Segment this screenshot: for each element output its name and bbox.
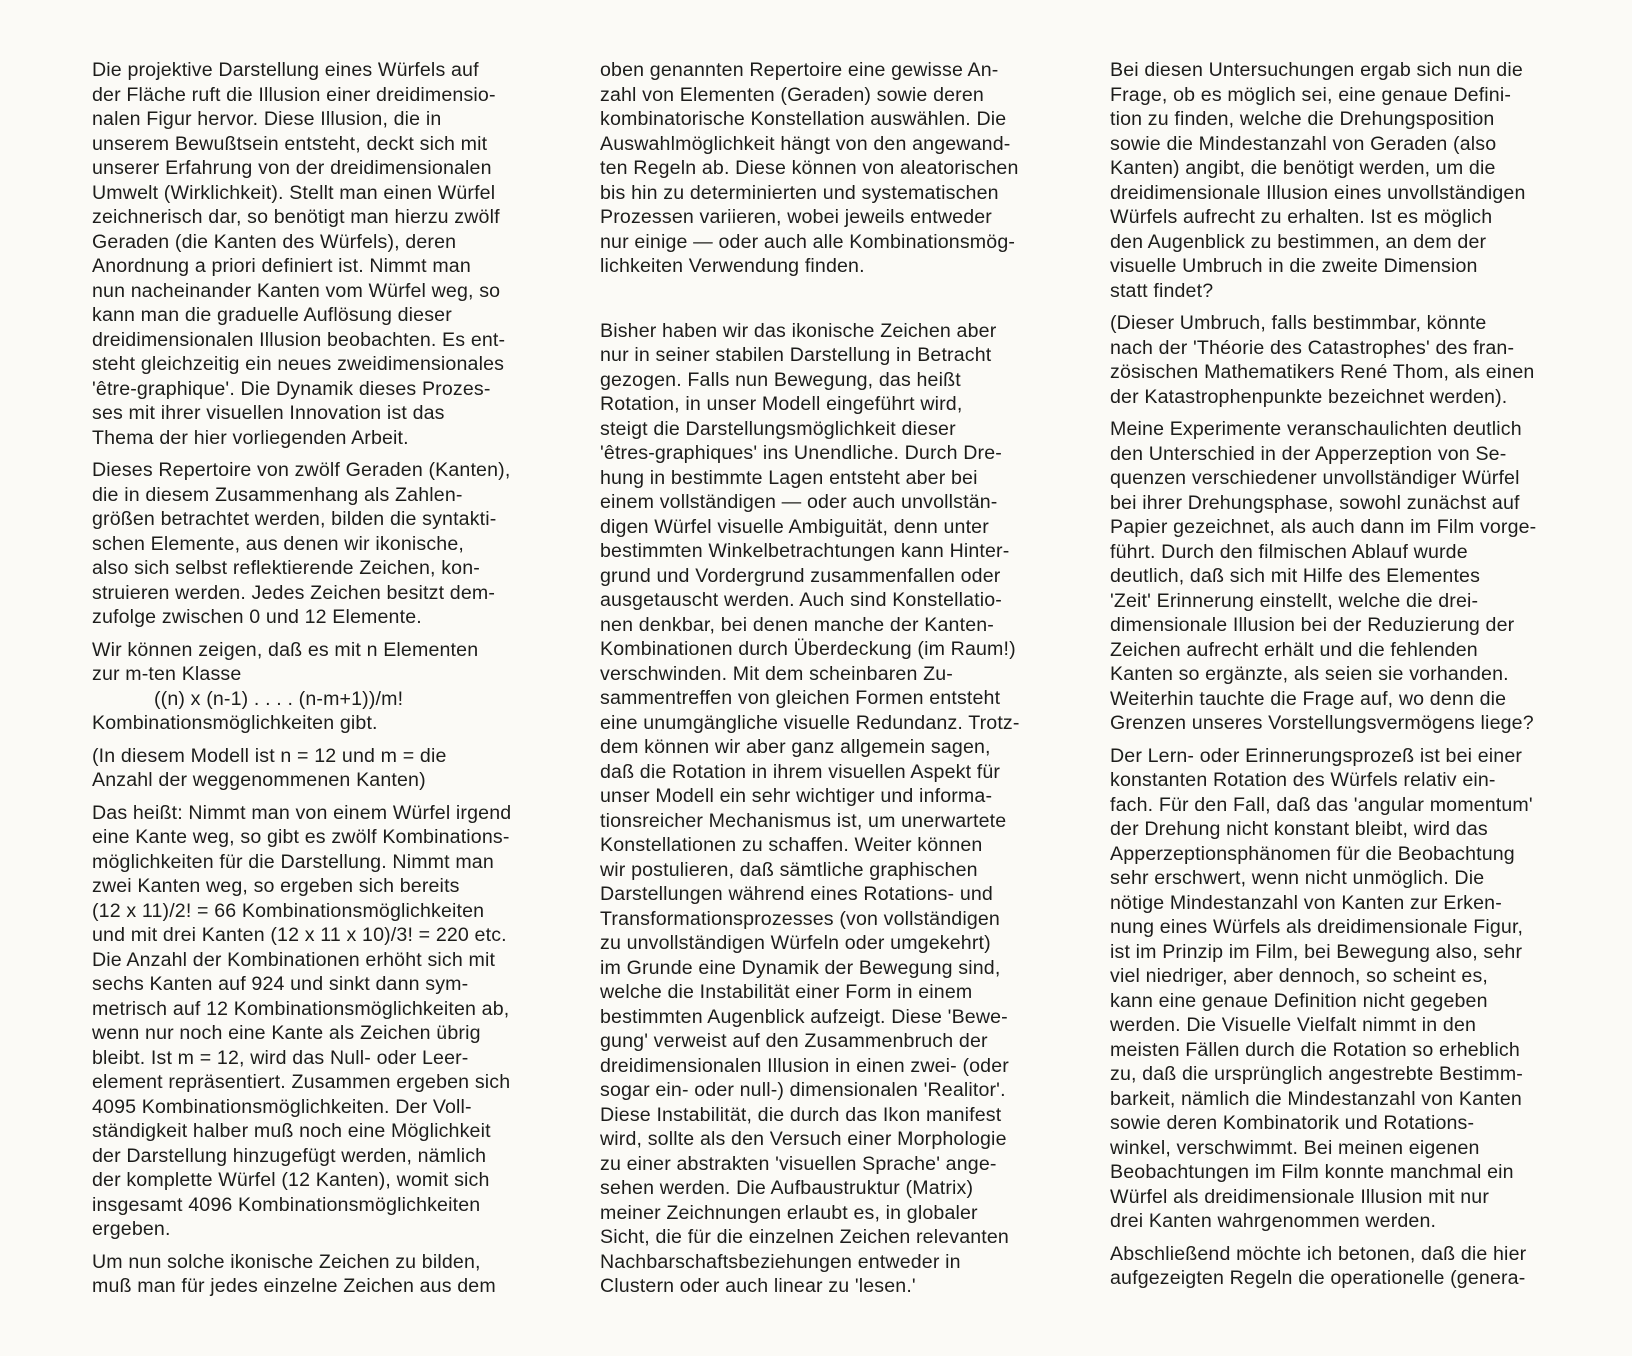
text-line: meisten Fällen durch die Rotation so erheblich <box>1110 1038 1520 1061</box>
paragraph <box>600 319 1020 1299</box>
text-line: den Unterschied in der Apperzeption von Se- <box>1110 442 1507 465</box>
text-line: Bisher haben wir das ikonische Zeichen aber <box>600 319 997 342</box>
text-line: oben genannten Repertoire eine gewisse An- <box>600 59 999 81</box>
text-line: quenzen verschiedener unvollständiger Würfel <box>1110 467 1520 489</box>
text-line: nach der 'Théorie des Catastrophes' des fran- <box>1110 336 1515 359</box>
paragraph <box>92 744 511 793</box>
text-line: nun nacheinander Kanten vom Würfel weg, so <box>92 279 501 302</box>
text-line: (In diesem Modell ist n = 12 und m = die <box>92 744 447 767</box>
text-column-1 <box>92 58 511 1299</box>
text-line: dem können wir aber ganz allgemein sagen, <box>600 736 991 758</box>
paragraph <box>92 801 511 1242</box>
paragraph <box>600 58 1020 279</box>
text-line: also sich selbst reflektierende Zeichen, kon- <box>92 557 480 579</box>
text-line: bis hin zu determinierten und systematischen <box>600 181 999 204</box>
text-line: dreidimensionale Illusion eines unvollständigen <box>1110 181 1526 204</box>
paragraph <box>1110 1242 1536 1291</box>
text-line: Das heißt: Nimmt man von einem Würfel irgend <box>92 801 512 824</box>
text-line: element repräsentiert. Zusammen ergeben sich <box>92 1071 511 1093</box>
text-line: und mit drei Kanten (12 x 11 x 10)/3! = 220 etc. <box>92 924 507 946</box>
text-line: Konstellationen zu schaffen. Weiter können <box>600 834 983 856</box>
text-line: Der Lern- oder Erinnerungsprozeß ist bei einer <box>1110 744 1523 767</box>
text-line: aufgezeigten Regeln die operationelle (genera- <box>1110 1267 1526 1289</box>
text-line: Bei diesen Untersuchungen ergab sich nun die <box>1110 59 1523 81</box>
text-line: der Fläche ruft die Illusion einer dreidimensio- <box>92 83 496 106</box>
text-line: winkel, verschwimmt. Bei meinen eigenen <box>1110 1136 1480 1159</box>
text-line: ausgetauscht werden. Auch sind Konstellatio- <box>600 589 1002 611</box>
text-line: dreidimensionalen Illusion beobachten. Es ent- <box>92 328 506 351</box>
text-line: Frage, ob es möglich sei, eine genaue Defini- <box>1110 83 1512 106</box>
text-line: metrisch auf 12 Kombinationsmöglichkeiten ab, <box>92 997 510 1020</box>
text-line: wenn nur noch eine Kante als Zeichen übrig <box>92 1022 481 1044</box>
text-line: sowie die Mindestanzahl von Geraden (also <box>1110 132 1497 155</box>
text-line: zur m-ten Klasse <box>92 663 242 685</box>
text-line: Die projektive Darstellung eines Würfels auf <box>92 59 479 81</box>
text-line: nötige Mindestanzahl von Kanten zur Erken- <box>1110 891 1502 914</box>
text-line: Meine Experimente veranschaulichten deutlich <box>1110 418 1522 440</box>
text-line: Zeichen aufrecht erhält und die fehlenden <box>1110 638 1478 661</box>
text-line: gezogen. Falls nun Bewegung, das heißt <box>600 368 961 391</box>
paragraph <box>92 1250 511 1299</box>
text-line: einem vollständigen — oder auch unvollstän- <box>600 491 998 513</box>
text-line: werden. Die Visuelle Vielfalt nimmt in den <box>1110 1014 1477 1036</box>
text-line: grund und Vordergrund zusammenfallen oder <box>600 564 1001 587</box>
text-line: Transformationsprozesses (von vollständigen <box>600 907 1000 930</box>
text-line: Sicht, die für die einzelnen Zeichen relevanten <box>600 1226 1009 1248</box>
text-line: sowie deren Kombinatorik und Rotations- <box>1110 1112 1475 1134</box>
text-line: konstanten Rotation des Würfels relativ ein- <box>1110 769 1496 791</box>
text-line: Diese Instabilität, die durch das Ikon manifest <box>600 1103 1002 1126</box>
text-line: 'Zeit' Erinnerung einstellt, welche die drei- <box>1110 589 1479 612</box>
text-line: eine unumgängliche visuelle Redundanz. Trotz- <box>600 711 1020 734</box>
text-line: zösischen Mathematikers René Thom, als einen <box>1110 361 1535 383</box>
text-line: Grenzen unseres Vorstellungsvermögens liege? <box>1110 712 1534 734</box>
text-line: Kanten) angibt, die benötigt werden, um die <box>1110 157 1496 179</box>
text-line: viel niedriger, aber dennoch, so scheint es, <box>1110 965 1489 987</box>
text-line: Dieses Repertoire von zwölf Geraden (Kanten), <box>92 459 511 481</box>
text-line: zahl von Elementen (Geraden) sowie deren <box>600 83 984 106</box>
text-column-3 <box>1110 58 1536 1291</box>
text-line: die in diesem Zusammenhang als Zahlen- <box>92 483 463 506</box>
text-line: zu einer abstrakten 'visuellen Sprache' ange- <box>600 1152 997 1175</box>
text-line: (12 x 11)/2! = 66 Kombinationsmöglichkeiten <box>92 899 485 922</box>
text-line: kann man die graduelle Auflösung dieser <box>92 304 452 326</box>
text-line: Um nun solche ikonische Zeichen zu bilden, <box>92 1250 481 1273</box>
text-line: kombinatorische Konstellation auswählen. Die <box>600 108 1007 130</box>
text-line: kann eine genaue Definition nicht gegeben <box>1110 989 1488 1012</box>
text-line: tion zu finden, welche die Drehungsposition <box>1110 108 1495 130</box>
text-line: tionsreicher Mechanismus ist, um unerwartete <box>600 809 1007 832</box>
text-line: barkeit, nämlich die Mindestanzahl von Kanten <box>1110 1087 1522 1110</box>
text-line: schen Elemente, aus denen wir ikonische, <box>92 532 464 555</box>
text-line: unser Modell ein sehr wichtiger und informa- <box>600 785 993 807</box>
paragraph <box>92 458 511 630</box>
text-line: der komplette Würfel (12 Kanten), womit sich <box>92 1169 490 1191</box>
paragraph <box>92 58 511 450</box>
text-line: ((n) x (n-1) . . . . (n-m+1))/m! <box>154 687 404 710</box>
paragraph <box>1110 417 1536 736</box>
text-line: fach. Für den Fall, daß das 'angular momentum' <box>1110 793 1533 816</box>
text-line: ständigkeit halber muß noch eine Möglichkeit <box>92 1120 491 1142</box>
text-line: Wir können zeigen, daß es mit n Elementen <box>92 638 479 661</box>
text-line: muß man für jedes einzelne Zeichen aus dem <box>92 1275 496 1297</box>
text-line: welche die Instabilität einer Form in einem <box>600 981 973 1003</box>
text-line: dimensionale Illusion bei der Reduzierung der <box>1110 614 1515 636</box>
text-line: Abschließend möchte ich betonen, daß die hier <box>1110 1242 1527 1265</box>
text-line: daß die Rotation in ihrem visuellen Aspekt für <box>600 760 1001 783</box>
text-line: Die Anzahl der Kombinationen erhöht sich mit <box>92 948 496 971</box>
text-line: wir postulieren, daß sämtliche graphischen <box>600 858 978 881</box>
text-line: drei Kanten wahrgenommen werden. <box>1110 1210 1437 1232</box>
text-line: Auswahlmöglichkeit hängt von den angewand- <box>600 132 1011 155</box>
text-line: visuelle Umbruch in die zweite Dimension <box>1110 255 1478 277</box>
text-line: ses mit ihrer visuellen Innovation ist das <box>92 402 445 424</box>
text-line: (Dieser Umbruch, falls bestimmbar, könnte <box>1110 312 1487 334</box>
text-line: digen Würfel visuelle Ambiguität, denn unter <box>600 515 989 538</box>
text-line: bestimmten Augenblick aufzeigt. Diese 'Bewe- <box>600 1005 1008 1028</box>
text-line: ten Regeln ab. Diese können von aleatorischen <box>600 157 1019 179</box>
text-line: 'être-graphique'. Die Dynamik dieses Prozes- <box>92 377 491 400</box>
text-line: Anzahl der weggenommenen Kanten) <box>92 769 426 791</box>
text-line: sammentreffen von gleichen Formen entsteht <box>600 687 1001 709</box>
text-line: nur in seiner stabilen Darstellung in Betracht <box>600 344 992 366</box>
text-line: Würfel als dreidimensionale Illusion mit nur <box>1110 1185 1490 1208</box>
text-line: statt findet? <box>1110 279 1214 302</box>
text-line: nen denkbar, bei denen manche der Kanten- <box>600 613 994 636</box>
text-line: wird, sollte als den Versuch einer Morphologie <box>600 1128 1007 1150</box>
text-line: Geraden (die Kanten des Würfels), deren <box>92 230 457 253</box>
text-line: nung eines Würfels als dreidimensionale Figur, <box>1110 916 1524 938</box>
text-line: zu, daß die ursprünglich angestrebte Bestimm- <box>1110 1063 1523 1085</box>
text-line: nalen Figur hervor. Diese Illusion, die in <box>92 108 442 130</box>
text-line: Apperzeptionsphänomen für die Beobachtung <box>1110 842 1515 865</box>
text-line: hung in bestimmte Lagen entsteht aber bei <box>600 466 978 489</box>
text-line: sehen werden. Die Aufbaustruktur (Matrix) <box>600 1177 974 1199</box>
text-line: Thema der hier vorliegenden Arbeit. <box>92 426 409 449</box>
text-line: größen betrachtet werden, bilden die syntakti- <box>92 508 497 530</box>
text-line: bestimmten Winkelbetrachtungen kann Hinter- <box>600 540 1010 562</box>
text-line: ergeben. <box>92 1218 171 1240</box>
text-line: deutlich, daß sich mit Hilfe des Elementes <box>1110 565 1481 587</box>
text-line: Kanten so ergänzte, als seien sie vorhanden. <box>1110 663 1509 685</box>
text-line: steigt die Darstellungsmöglichkeit dieser <box>600 417 956 440</box>
text-line: Weiterhin tauchte die Frage auf, wo denn die <box>1110 687 1507 710</box>
text-line: insgesamt 4096 Kombinationsmöglichkeiten <box>92 1193 481 1216</box>
paragraph <box>92 638 511 736</box>
text-line: sechs Kanten auf 924 und sinkt dann sym- <box>92 973 469 995</box>
text-line: Würfels aufrecht zu erhalten. Ist es möglich <box>1110 206 1493 228</box>
text-line: Umwelt (Wirklichkeit). Stellt man einen Würfel <box>92 181 496 204</box>
text-line: den Augenblick zu bestimmen, an dem der <box>1110 230 1487 253</box>
text-line: verschwinden. Mit dem scheinbaren Zu- <box>600 662 953 685</box>
text-line: zeichnerisch dar, so benötigt man hierzu zwölf <box>92 206 500 228</box>
text-column-2 <box>600 58 1020 1299</box>
text-line: möglichkeiten für die Darstellung. Nimmt man <box>92 850 494 873</box>
text-line: sehr erschwert, wenn nicht unmöglich. Die <box>1110 867 1485 889</box>
text-line: struieren werden. Jedes Zeichen besitzt dem- <box>92 581 496 604</box>
text-line: unserer Erfahrung von der dreidimensionalen <box>92 157 492 179</box>
text-line: eine Kante weg, so gibt es zwölf Kombinations- <box>92 826 510 848</box>
text-line: zu unvollständigen Würfeln oder umgekehrt) <box>600 932 991 954</box>
paragraph <box>1110 311 1536 409</box>
text-line: der Katastrophenpunkte bezeichnet werden). <box>1110 385 1508 408</box>
text-line: Nachbarschaftsbeziehungen entweder in <box>600 1250 961 1273</box>
text-line: gung' verweist auf den Zusammenbruch der <box>600 1030 988 1052</box>
text-line: lichkeiten Verwendung finden. <box>600 255 865 277</box>
text-line: nur einige — oder auch alle Kombinationsmög- <box>600 230 1016 253</box>
text-line: bleibt. Ist m = 12, wird das Null- oder Leer- <box>92 1046 469 1069</box>
text-line: meiner Zeichnungen erlaubt es, in globaler <box>600 1201 978 1224</box>
text-line: Kombinationsmöglichkeiten gibt. <box>92 712 378 734</box>
text-line: zwei Kanten weg, so ergeben sich bereits <box>92 875 460 897</box>
text-line: zufolge zwischen 0 und 12 Elemente. <box>92 606 422 628</box>
text-line: dreidimensionalen Illusion in einen zwei- (oder <box>600 1054 1009 1077</box>
text-line: 4095 Kombinationsmöglichkeiten. Der Voll- <box>92 1095 472 1118</box>
paragraph <box>1110 744 1536 1234</box>
paragraph <box>1110 58 1536 303</box>
text-line: sogar ein- oder null-) dimensionalen 'Realitor'. <box>600 1079 1006 1101</box>
text-line: Kombinationen durch Überdeckung (im Raum!) <box>600 638 1016 660</box>
text-line: 'êtres-graphiques' ins Unendliche. Durch Dre- <box>600 442 1002 464</box>
text-line: bei ihrer Drehungsphase, sowohl zunächst auf <box>1110 491 1520 514</box>
text-line: steht gleichzeitig ein neues zweidimensionales <box>92 353 505 375</box>
text-line: Rotation, in unser Modell eingeführt wird, <box>600 393 963 415</box>
text-line: Prozessen variieren, wobei jeweils entweder <box>600 206 992 228</box>
text-line: der Darstellung hinzugefügt werden, nämlich <box>92 1144 487 1167</box>
text-line: im Grunde eine Dynamik der Bewegung sind, <box>600 956 1001 979</box>
text-line: Anordnung a priori definiert ist. Nimmt man <box>92 255 471 277</box>
text-line: ist im Prinzip im Film, bei Bewegung also, sehr <box>1110 940 1523 963</box>
text-line: Beobachtungen im Film konnte manchmal ein <box>1110 1161 1514 1183</box>
text-line: der Drehung nicht konstant bleibt, wird das <box>1110 818 1488 840</box>
text-line: Clustern oder auch linear zu 'lesen.' <box>600 1275 916 1297</box>
text-line: unserem Bewußtsein entsteht, deckt sich mit <box>92 132 488 155</box>
text-line: führt. Durch den filmischen Ablauf wurde <box>1110 540 1468 563</box>
text-line: Darstellungen während eines Rotations- und <box>600 883 993 905</box>
text-line: Papier gezeichnet, als auch dann im Film vorge- <box>1110 516 1537 538</box>
